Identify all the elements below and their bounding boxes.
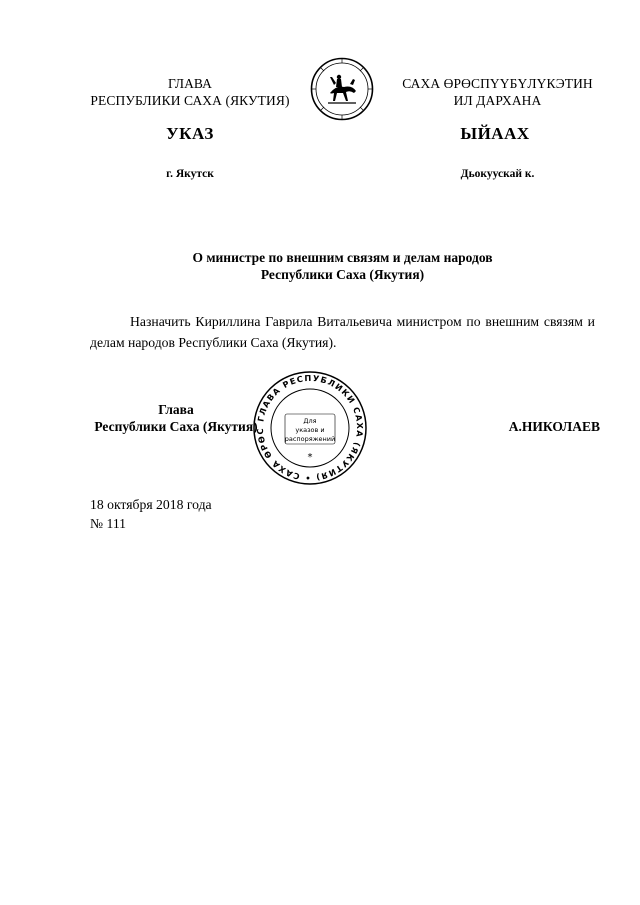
city-left: г. Якутск: [166, 168, 214, 180]
city-right: Дьокуускай к.: [460, 168, 535, 180]
header-right-line1: САХА ӨРӨСПҮҮБҮЛҮКЭТИН: [402, 76, 593, 91]
seal-mark: *: [307, 452, 313, 463]
decree-date: 18 октября 2018 года: [90, 497, 212, 512]
header-left: [80, 75, 300, 109]
title-left: УКАЗ: [166, 124, 214, 143]
header-left-line2: РЕСПУБЛИКИ САХА (ЯКУТИЯ): [90, 93, 290, 108]
signature-title: [86, 401, 266, 435]
header-left-line1: ГЛАВА: [167, 76, 213, 91]
decree-body: Назначить Кириллина Гаврила Витальевича министром по внешним связям и делам народов Республики Саха (Якутия).: [90, 314, 595, 350]
seal-center-line2: указов и: [295, 426, 325, 434]
seal-center-line1: Для: [303, 417, 317, 425]
signature-title-line1: Глава: [158, 402, 194, 417]
subject-line1: О министре по внешним связям и делам народов: [192, 250, 493, 265]
header-right: [385, 75, 610, 109]
header-right-line2: ИЛ ДАРХАНА: [453, 93, 542, 108]
official-seal-icon: [252, 370, 368, 486]
signature-name: А.НИКОЛАЕВ: [508, 419, 600, 434]
seal-center-line3: распоряжений: [284, 435, 336, 443]
decree-number: № 111: [90, 516, 126, 531]
title-right: ЫЙААХ: [460, 124, 530, 143]
decree-footer: [90, 495, 340, 533]
coat-of-arms-icon: [310, 57, 374, 121]
signature-title-line2: Республики Саха (Якутия): [94, 419, 258, 434]
decree-subject: [90, 249, 595, 283]
seal-ring-text: ГЛАВА РЕСПУБЛИКИ САХА (ЯКУТИЯ) • САХА ӨРӨС: [254, 372, 366, 484]
subject-line2: Республики Саха (Якутия): [260, 267, 425, 282]
